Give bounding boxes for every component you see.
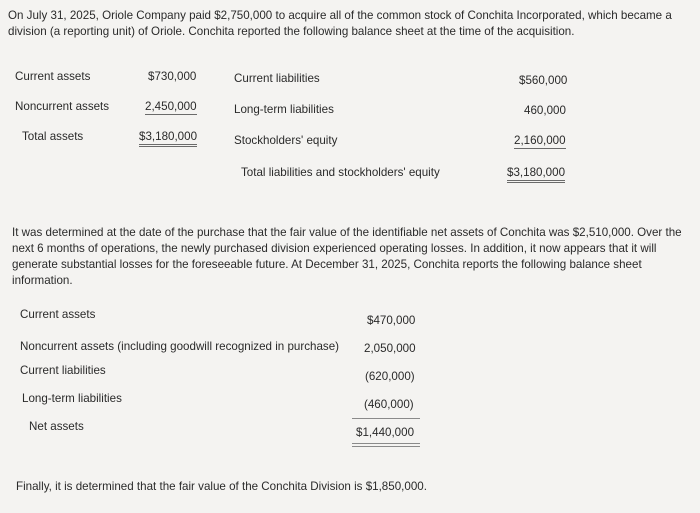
bs2-long-term-liabilities-label: Long-term liabilities (22, 392, 122, 405)
bs1-current-liabilities-label: Current liabilities (234, 72, 320, 85)
bs2-current-liabilities-label: Current liabilities (20, 364, 106, 377)
bs1-noncurrent-assets-label: Noncurrent assets (15, 100, 110, 113)
bs1-long-term-liabilities-value: 460,000 (524, 104, 566, 117)
bs2-current-liabilities-value: (620,000) (365, 370, 415, 383)
bs1-long-term-liabilities-label: Long-term liabilities (234, 103, 334, 116)
bs2-current-assets-label: Current assets (20, 308, 96, 321)
final-sentence: Finally, it is determined that the fair value of the Conchita Division is $1,850,000. (16, 480, 427, 493)
bs2-noncurrent-assets-value: 2,050,000 (364, 342, 416, 355)
middle-paragraph: It was determined at the date of the purchase that the fair value of the identifiable net assets of Conchita was $2,510,000. Over the next 6 months of operations, the newly purchased division experienced operating losses. In addition, it now appears that it will generate substantial losses for the foreseeable future. At December 31, 2025, Conchita reports the following balance sheet information. (12, 226, 682, 287)
bs1-current-assets-value: $730,000 (148, 70, 197, 83)
bs1-stockholders-equity-label: Stockholders' equity (234, 134, 338, 147)
intro-paragraph: On July 31, 2025, Oriole Company paid $2,750,000 to acquire all of the common stock of Conchita Incorporated, which became a division (a reporting unit) of Oriole. Conchita reported the following balance sheet at the time of the acquisition. (8, 9, 672, 38)
bs2-net-assets-value: $1,440,000 (356, 426, 415, 439)
bs1-current-assets-label: Current assets (15, 70, 91, 83)
bs2-long-term-liabilities-value: (460,000) (364, 398, 414, 411)
bs2-net-assets-label: Net assets (29, 420, 84, 433)
bs2-subtotal-rule (352, 418, 420, 419)
bs1-total-assets-label: Total assets (22, 130, 84, 143)
bs2-current-assets-value: $470,000 (367, 314, 416, 327)
bs1-total-le-value: $3,180,000 (507, 166, 565, 183)
bs1-total-assets-value: $3,180,000 (139, 130, 197, 147)
bs1-current-liabilities-value: $560,000 (519, 74, 568, 87)
bs1-noncurrent-assets-value: 2,450,000 (145, 100, 197, 113)
bs2-noncurrent-assets-label: Noncurrent assets (including goodwill recognized in purchase) (20, 340, 339, 353)
bs2-total-double-rule (352, 443, 420, 447)
bs1-total-le-label: Total liabilities and stockholders' equity (241, 166, 440, 179)
bs1-stockholders-equity-value: 2,160,000 (514, 134, 566, 147)
